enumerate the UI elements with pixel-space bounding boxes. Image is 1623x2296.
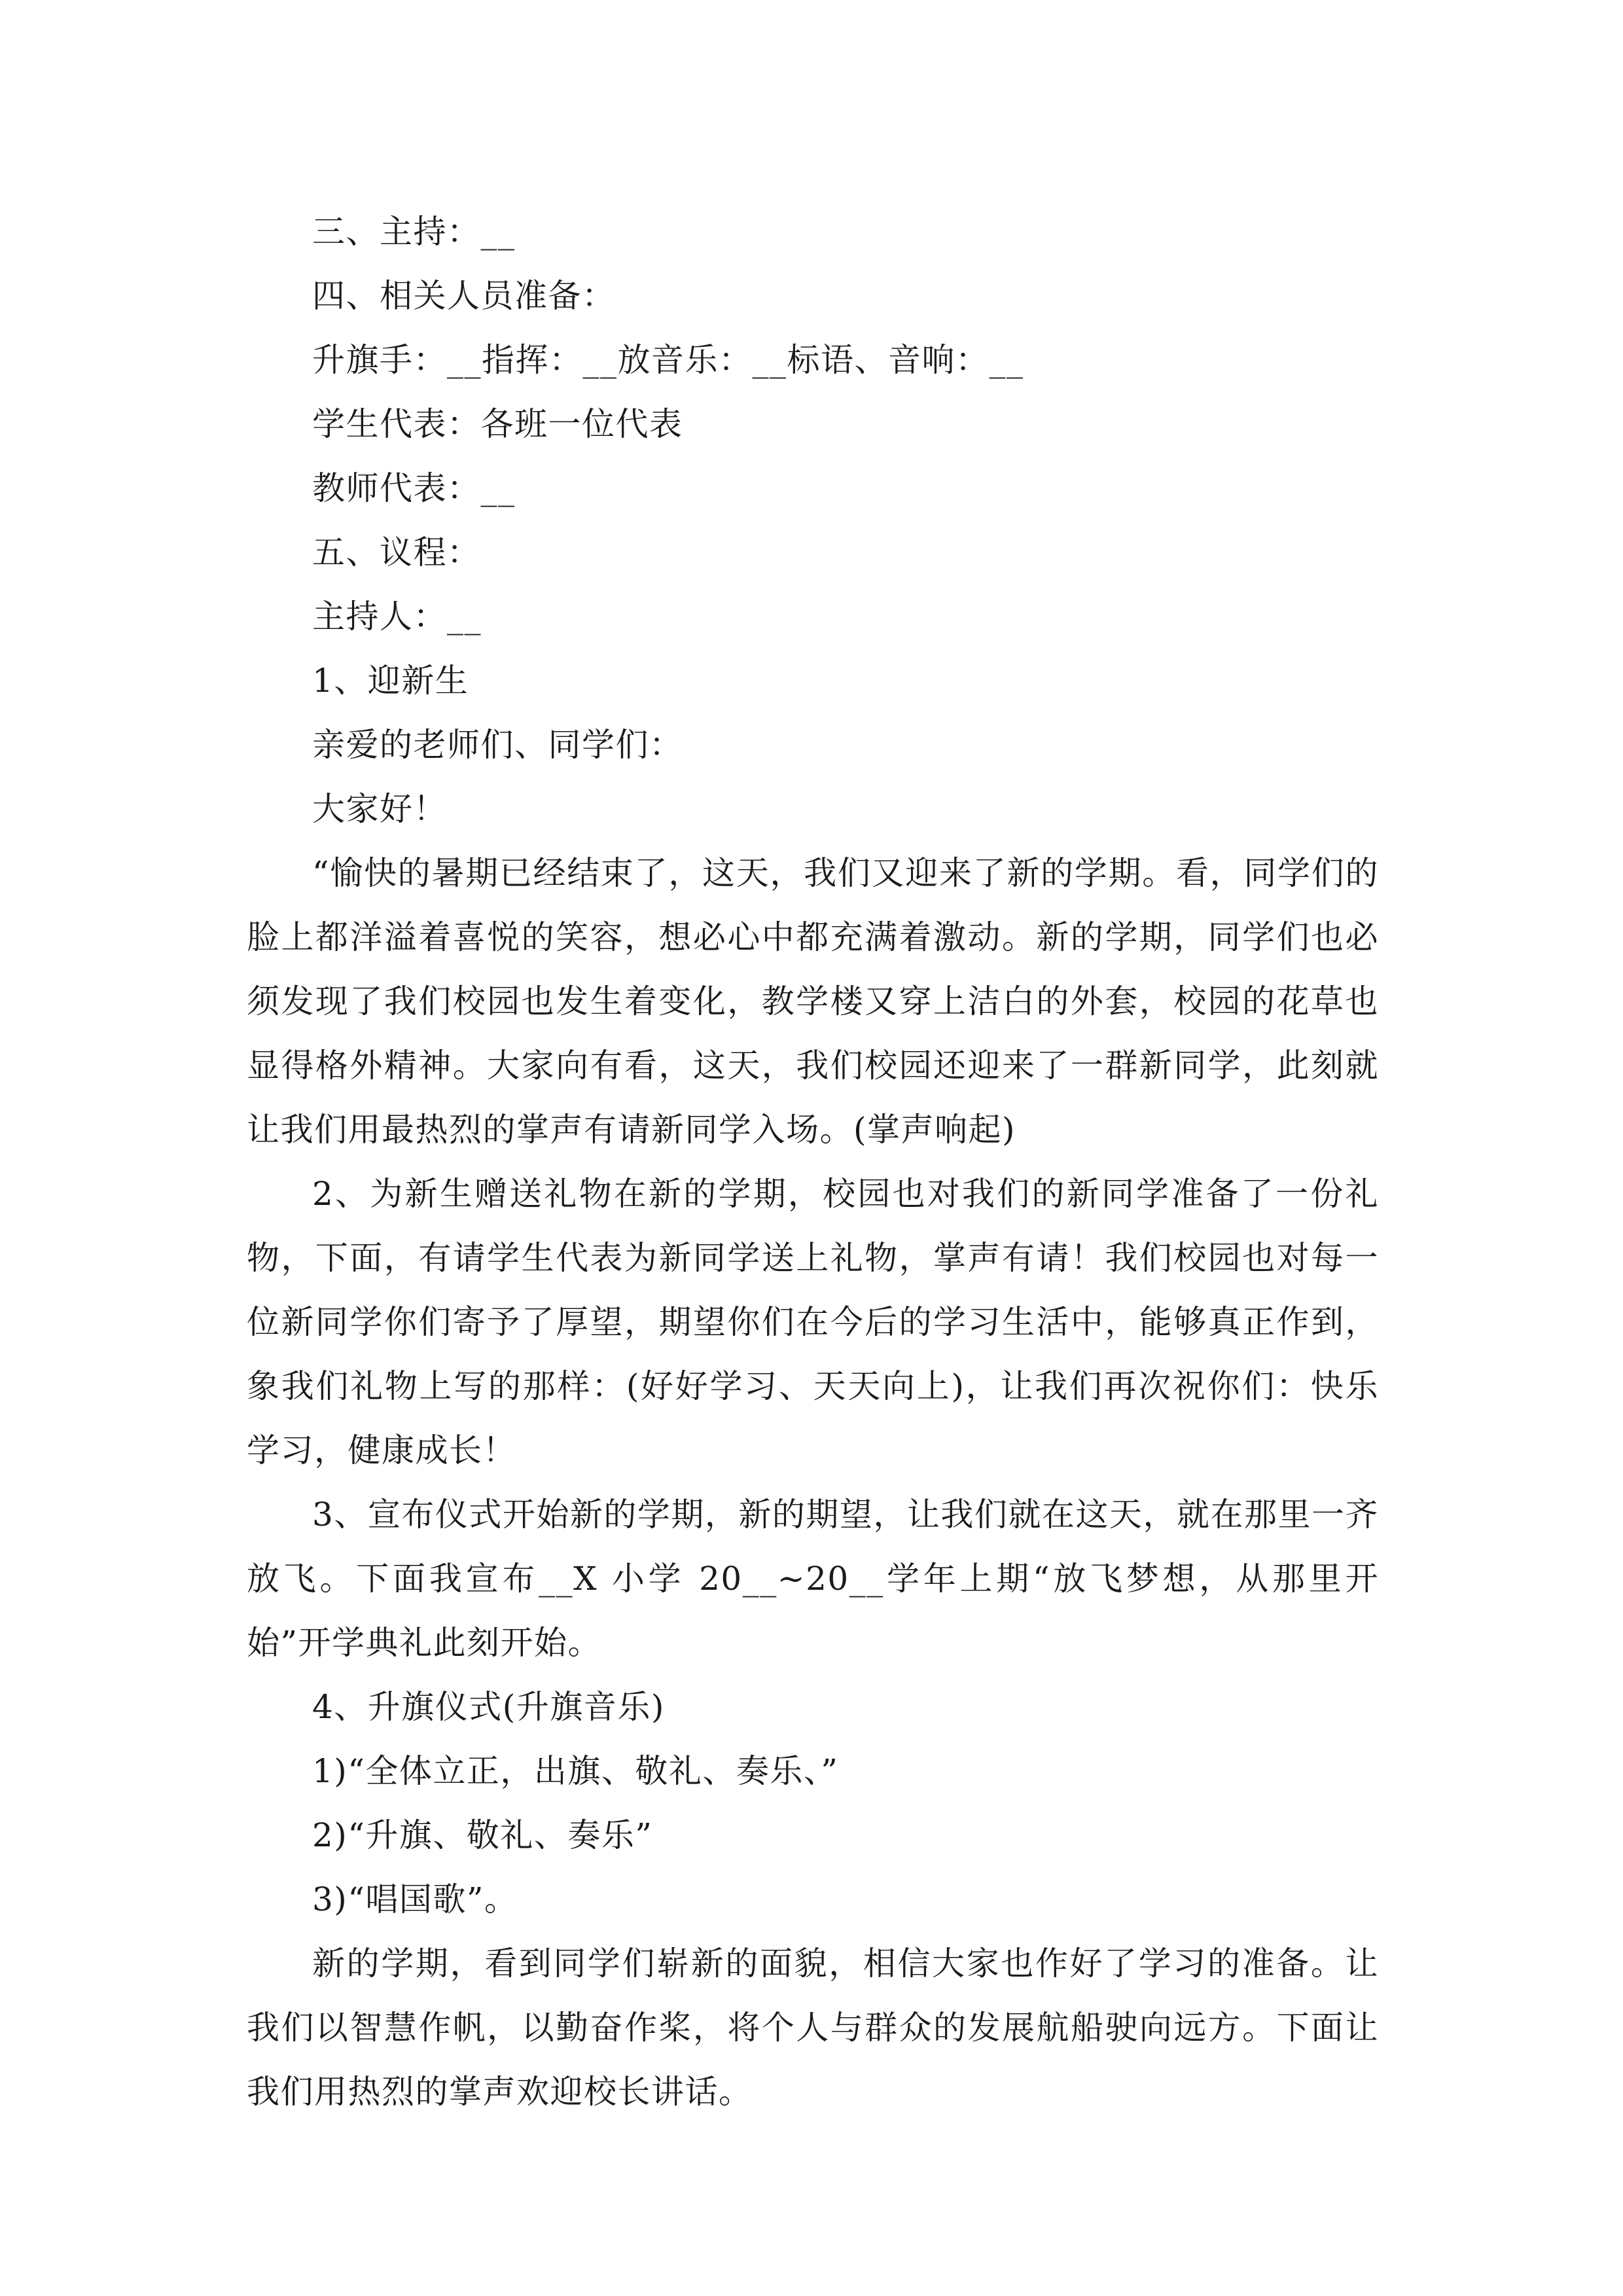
flag-step-2: 2)“升旗、敬礼、奏乐” (312, 1816, 653, 1854)
flag-step-3: 3)“唱国歌”。 (312, 1880, 518, 1918)
salutation: 亲爱的老师们、同学们： (312, 726, 683, 764)
host-line: 主持人：__ (312, 598, 482, 636)
teacher-representative-line: 教师代表：__ (312, 469, 516, 507)
principal-intro-paragraph: 新的学期，看到同学们崭新的面貌，相信大家也作好了学习的准备。让我们以智慧作帆，以勤奋作桨，将个人与群众的发展航船驶向远方。下面让我们用热烈的掌声欢迎校长讲话。 (247, 1945, 1379, 2111)
agenda-item-gifts: 2、为新生赠送礼物在新的学期，校园也对我们的新同学准备了一份礼物，下面，有请学生代表为新同学送上礼物，掌声有请！我们校园也对每一位新同学你们寄予了厚望，期望你们在今后的学习生活中，能够真正作到，象我们礼物上写的那样：(好好学习、天天向上)，让我们再次祝你们：快乐学习，健康成长！ (247, 1175, 1379, 1469)
section-heading-agenda: 五、议程： (312, 533, 481, 571)
section-heading-staff: 四、相关人员准备： (312, 277, 616, 315)
staff-roles-line: 升旗手：__指挥：__放音乐：__标语、音响：__ (312, 341, 1024, 379)
agenda-item-flag-ceremony: 4、升旗仪式(升旗音乐) (312, 1688, 665, 1726)
section-heading-host: 三、主持：__ (312, 213, 516, 251)
agenda-item-announcement: 3、宣布仪式开始新的学期，新的期望，让我们就在这天，就在那里一齐放飞。下面我宣布__X 小学 20__~20__学年上期“放飞梦想，从那里开始”开学典礼此刻开始。 (247, 1496, 1379, 1662)
welcome-speech-paragraph: “愉快的暑期已经结束了，这天，我们又迎来了新的学期。看，同学们的脸上都洋溢着喜悦的笑容，想必心中都充满着激动。新的学期，同学们也必须发现了我们校园也发生着变化，教学楼又穿上洁白的外套，校园的花草也显得格外精神。大家向有看，这天，我们校园还迎来了一群新同学，此刻就让我们用最热烈的掌声有请新同学入场。(掌声响起) (247, 854, 1379, 1149)
agenda-item-welcome: 1、迎新生 (312, 662, 469, 700)
flag-step-1: 1)“全体立正，出旗、敬礼、奏乐、” (312, 1752, 839, 1790)
document-body (247, 200, 1379, 2124)
student-representatives-line: 学生代表：各班一位代表 (312, 405, 683, 443)
greeting: 大家好！ (312, 790, 447, 828)
